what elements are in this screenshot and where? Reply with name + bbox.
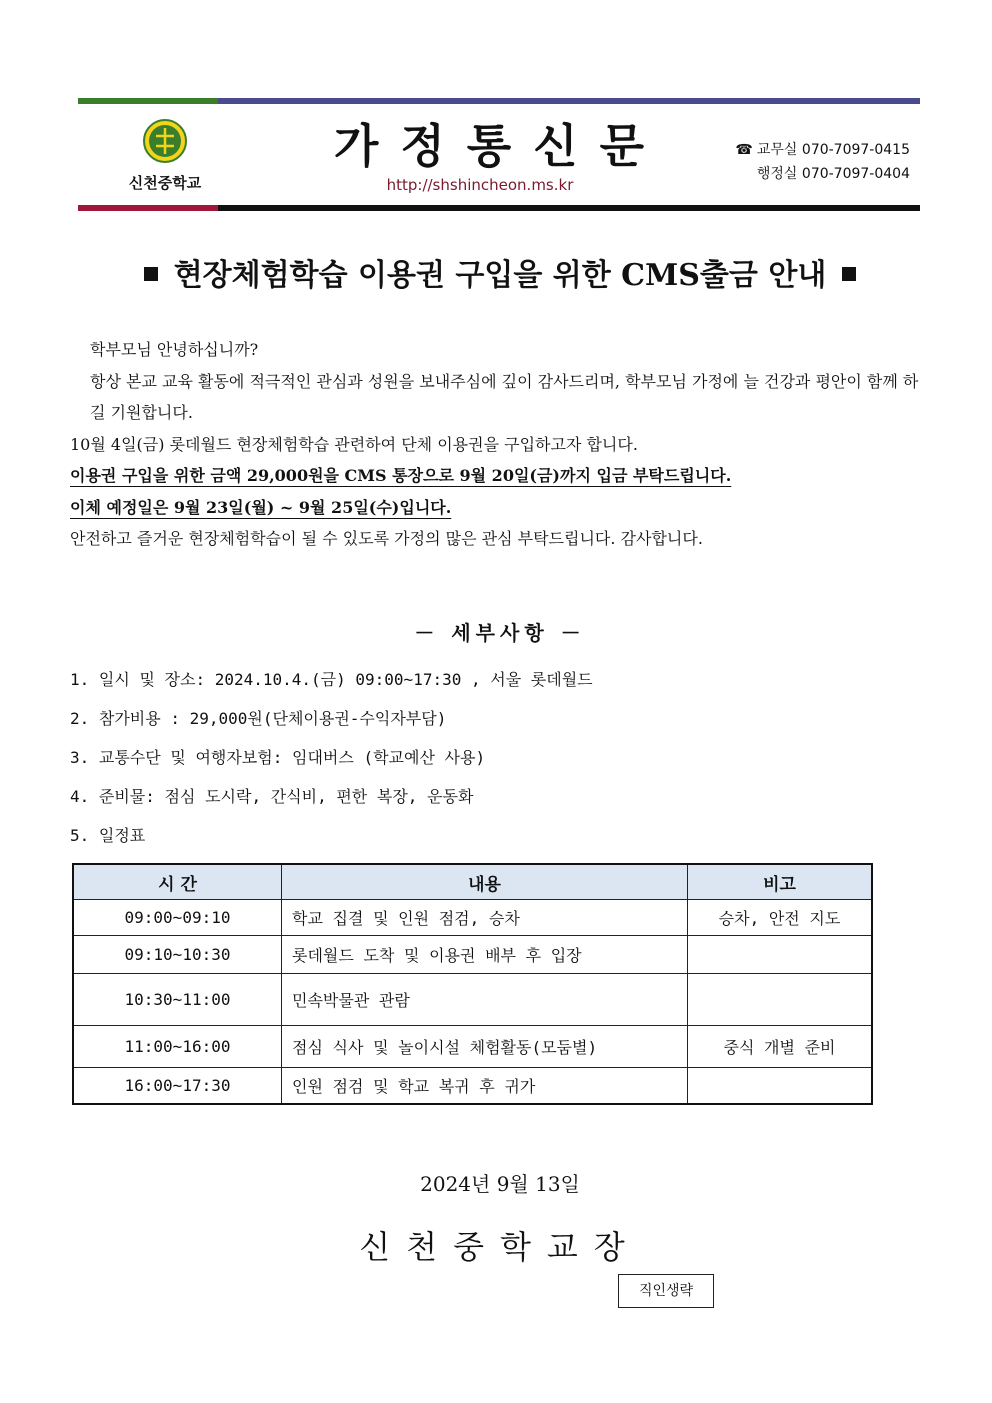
greeting: 학부모님 안녕하십니까? [90, 340, 259, 359]
cell-time: 10:30~11:00 [73, 974, 282, 1026]
header-top-rule [78, 98, 920, 104]
school-emblem-icon [142, 118, 188, 164]
body-paragraph: 안전하고 즐거운 현장체험학습이 될 수 있도록 가정의 많은 관심 부탁드립니다. 감사합니다. [70, 529, 703, 548]
cell-content: 롯데월드 도착 및 이용권 배부 후 입장 [282, 936, 688, 974]
cell-time: 16:00~17:30 [73, 1068, 282, 1104]
contact-info [700, 138, 910, 186]
table-row [73, 1068, 872, 1104]
table-row [73, 936, 872, 974]
payment-notice: 이용권 구입을 위한 금액 29,000원을 CMS 통장으로 9월 20일(금)까지 입금 부탁드립니다. [70, 466, 732, 485]
cell-note: 승차, 안전 지도 [688, 900, 873, 936]
body-paragraph: 10월 4일(금) 롯데월드 현장체험학습 관련하여 단체 이용권을 구입하고자 합니다. [70, 434, 638, 454]
cell-note [688, 974, 873, 1026]
square-bullet-icon [144, 267, 158, 281]
transfer-dates: 이체 예정일은 9월 23일(월) ~ 9월 25일(수)입니다. [70, 497, 452, 517]
table-row [73, 900, 872, 936]
square-bullet-icon [842, 267, 856, 281]
school-logo [120, 118, 210, 198]
notice-body [70, 334, 930, 555]
header-rule-purple [218, 98, 920, 104]
headline-text: 현장체험학습 이용권 구입을 위한 CMS출금 안내 [173, 258, 827, 293]
cell-time: 09:00~09:10 [73, 900, 282, 936]
cell-note [688, 936, 873, 974]
cell-content: 민속박물관 관람 [282, 974, 688, 1026]
header-rule-red [78, 205, 218, 211]
details-item: 2. 참가비용 : 29,000원(단체이용권-수익자부담) [70, 709, 447, 728]
table-header-row [73, 864, 872, 900]
issue-date: 2024년 9월 13일 [420, 1172, 580, 1196]
body-paragraph: 항상 본교 교육 활동에 적극적인 관심과 성원을 보내주심에 깊이 감사드리며, 학부모님 가정에 늘 건강과 평안이 함께 하길 기원합니다. [90, 371, 919, 422]
header-rule-black [218, 205, 920, 211]
cell-content: 인원 점검 및 학교 복귀 후 귀가 [282, 1068, 688, 1104]
details-item: 1. 일시 및 장소: 2024.10.4.(금) 09:00~17:30 , 서울 롯데월드 [70, 670, 593, 689]
details-item: 3. 교통수단 및 여행자보험: 임대버스 (학교예산 사용) [70, 748, 486, 767]
document-title: 가정통신문 [333, 119, 667, 173]
cell-content: 점심 식사 및 놀이시설 체험활동(모둠별) [282, 1026, 688, 1068]
table-row [73, 974, 872, 1026]
school-url[interactable]: http://shshincheon.ms.kr [386, 176, 574, 194]
contact-row-office [700, 138, 910, 162]
header-rule-green [78, 98, 218, 104]
column-header-content: 내용 [282, 864, 688, 900]
cell-content: 학교 집결 및 인원 점검, 승차 [282, 900, 688, 936]
header-bottom-rule [78, 205, 920, 211]
cell-note [688, 1068, 873, 1104]
details-item: 5. 일정표 [70, 826, 146, 845]
details-title: － 세부사항 － [414, 621, 586, 645]
contact-number: 070-7097-0415 [801, 142, 910, 158]
notice-headline [80, 250, 920, 294]
principal-signature: 신천중학교장 [359, 1228, 641, 1266]
table-row [73, 1026, 872, 1068]
contact-number: 070-7097-0404 [801, 166, 910, 182]
cell-time: 11:00~16:00 [73, 1026, 282, 1068]
seal-omitted-box: 직인생략 [618, 1274, 714, 1308]
details-list [70, 660, 930, 855]
contact-label: 행정실 [756, 166, 798, 182]
contact-label: 교무실 [756, 142, 798, 158]
cell-note: 중식 개별 준비 [688, 1026, 873, 1068]
contact-row-admin [700, 162, 910, 186]
cell-time: 09:10~10:30 [73, 936, 282, 974]
details-item: 4. 준비물: 점심 도시락, 간식비, 편한 복장, 운동화 [70, 787, 474, 806]
schedule-table [72, 863, 873, 1105]
school-name: 신천중학교 [128, 174, 202, 192]
column-header-note: 비고 [688, 864, 873, 900]
phone-icon: ☎ [735, 142, 753, 158]
column-header-time: 시 간 [73, 864, 282, 900]
